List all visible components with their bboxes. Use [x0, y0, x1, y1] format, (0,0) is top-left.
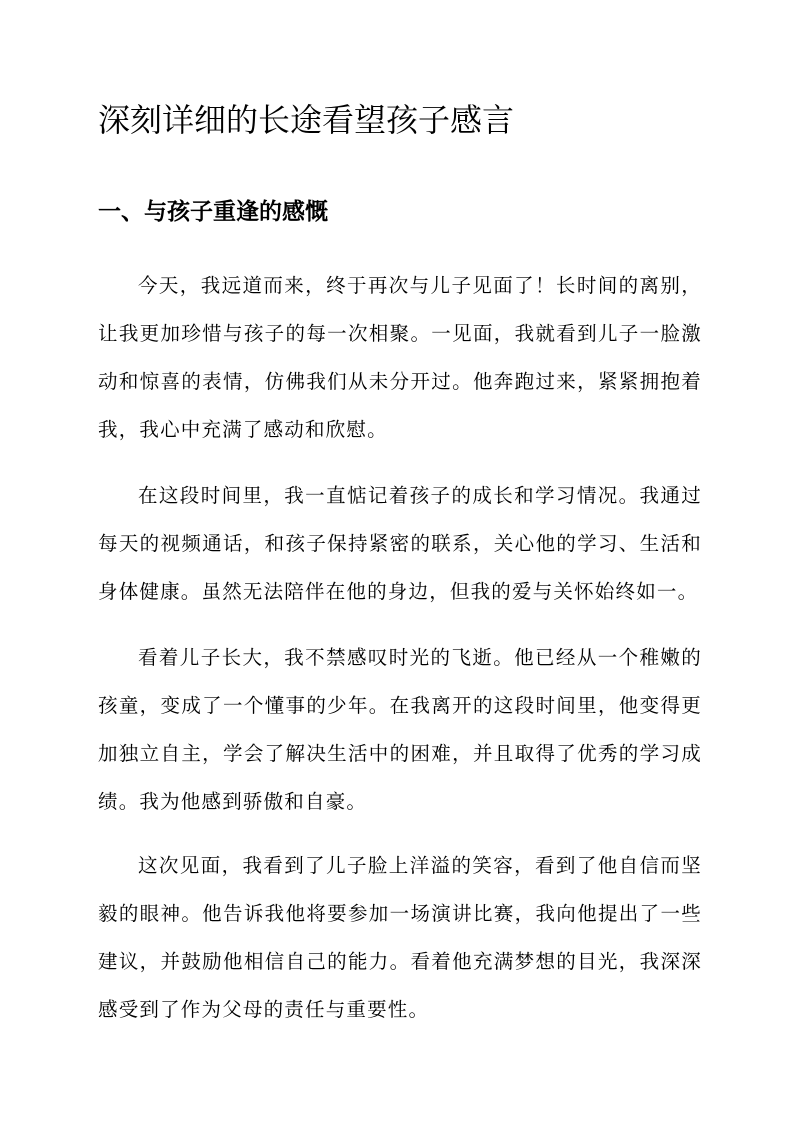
document-title: 深刻详细的长途看望孩子感言 — [98, 101, 515, 139]
section-heading: 一、与孩子重逢的感慨 — [98, 198, 328, 225]
paragraph-3: 看着儿子长大，我不禁感叹时光的飞逝。他已经从一个稚嫩的孩童，变成了一个懂事的少年。在我离开的这段时间里，他变得更加独立自主，学会了解决生活中的困难，并且取得了优秀的学习成绩。我为他感到骄傲和自豪。 — [98, 646, 702, 813]
paragraph-2: 在这段时间里，我一直惦记着孩子的成长和学习情况。我通过每天的视频通话，和孩子保持紧密的联系，关心他的学习、生活和身体健康。虽然无法陪伴在他的身边，但我的爱与关怀始终如一。 — [98, 484, 702, 603]
paragraph-1: 今天，我远道而来，终于再次与儿子见面了！长时间的离别，让我更加珍惜与孩子的每一次相聚。一见面，我就看到儿子一脸激动和惊喜的表情，仿佛我们从未分开过。他奔跑过来，紧紧拥抱着我，我心中充满了感动和欣慰。 — [98, 274, 702, 441]
paragraph-4: 这次见面，我看到了儿子脸上洋溢的笑容，看到了他自信而坚毅的眼神。他告诉我他将要参加一场演讲比赛，我向他提出了一些建议，并鼓励他相信自己的能力。看着他充满梦想的目光，我深深感受到了作为父母的责任与重要性。 — [98, 854, 702, 1021]
